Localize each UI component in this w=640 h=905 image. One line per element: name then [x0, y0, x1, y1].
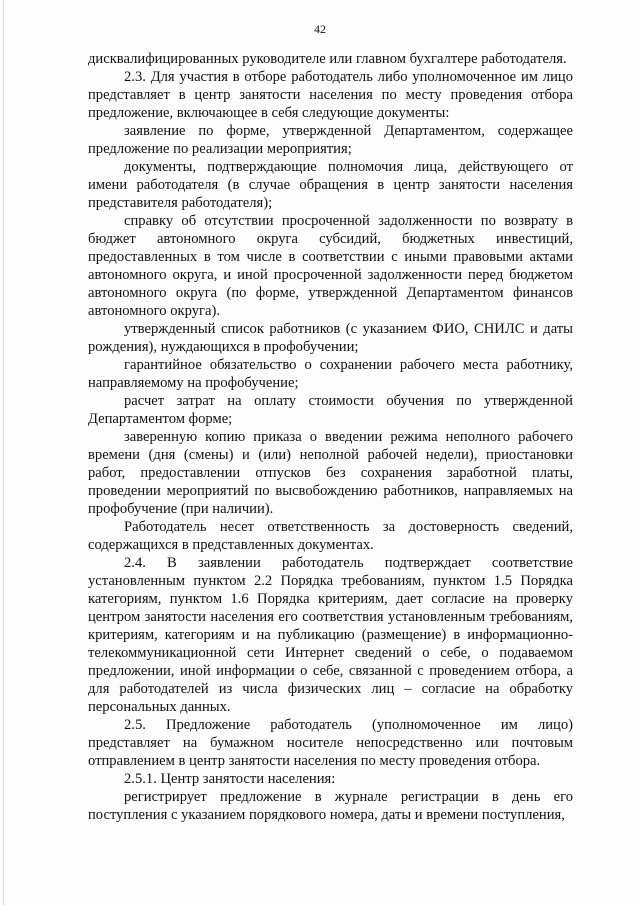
paragraph-authority-documents: документы, подтверждающие полномочия лица, действующего от имени работодателя (в случае обращения в центр занятости населения представителя работодателя); — [88, 159, 573, 211]
paragraph-order-copy: заверенную копию приказа о введении режима неполного рабочего времени (дня (смены) и (или) неполной рабочей недели), приостановки работ, предоставлении отпусков без сохранения заработной платы, проведении мероприятий по высвобождению работников, направляемых на профобучение (при наличии). — [88, 429, 573, 517]
paragraph-employee-list: утвержденный список работников (с указанием ФИО, СНИЛС и даты рождения), нуждающихся в профобучении; — [88, 321, 573, 355]
page-number: 42 — [314, 22, 326, 36]
paragraph-2-3: 2.3. Для участия в отборе работодатель либо уполномоченное им лицо представляет в центр занятости населения по месту проведения отбора предложение, включающее в себя следующие документы: — [88, 69, 573, 121]
paragraph-guarantee: гарантийное обязательство о сохранении рабочего места работнику, направляемому на профобучение; — [88, 357, 573, 391]
scan-edge-line — [3, 0, 4, 905]
paragraph-application-form: заявление по форме, утвержденной Департаментом, содержащее предложение по реализации мероприятия; — [88, 123, 573, 157]
paragraph-debt-certificate: справку об отсутствии просроченной задолженности по возврату в бюджет автономного округа субсидий, бюджетных инвестиций, предоставленных в том числе в соответствии с иными правовыми актами автономного округа, и иной просроченной задолженности перед бюджетом автономного округа (по форме, утвержденной Департаментом финансов автономного округа). — [88, 213, 573, 319]
paragraph-2-5-1: 2.5.1. Центр занятости населения: — [124, 771, 336, 787]
document-body — [88, 50, 573, 824]
paragraph-2-4: 2.4. В заявлении работодатель подтверждает соответствие установленным пунктом 2.2 Порядка требованиям, пунктом 1.5 Порядка категориям, пунктом 1.6 Порядка критериям, дает согласие на проверку центром занятости населения его соответствия установленным требованиям, критериям, категориям и на публикацию (размещение) в информационно-телекоммуникационной сети Интернет сведений о себе, о подаваемом предложении, иной информации о себе, связанной с проведением отбора, а для работодателей из числа физических лиц – согласие на обработку персональных данных. — [88, 555, 573, 715]
paragraph-responsibility: Работодатель несет ответственность за достоверность сведений, содержащихся в представленных документах. — [88, 519, 573, 553]
paragraph-2-5: 2.5. Предложение работодатель (уполномоченное им лицо) представляет на бумажном носителе непосредственно или почтовым отправлением в центр занятости населения по месту проведения отбора. — [88, 717, 573, 769]
paragraph-registration: регистрирует предложение в журнале регистрации в день его поступления с указанием порядкового номера, даты и времени поступления, — [88, 789, 573, 823]
paragraph-cost-calculation: расчет затрат на оплату стоимости обучения по утвержденной Департаментом форме; — [88, 393, 573, 427]
paragraph-continuation: дисквалифицированных руководителе или главном бухгалтере работодателя. — [88, 51, 567, 67]
